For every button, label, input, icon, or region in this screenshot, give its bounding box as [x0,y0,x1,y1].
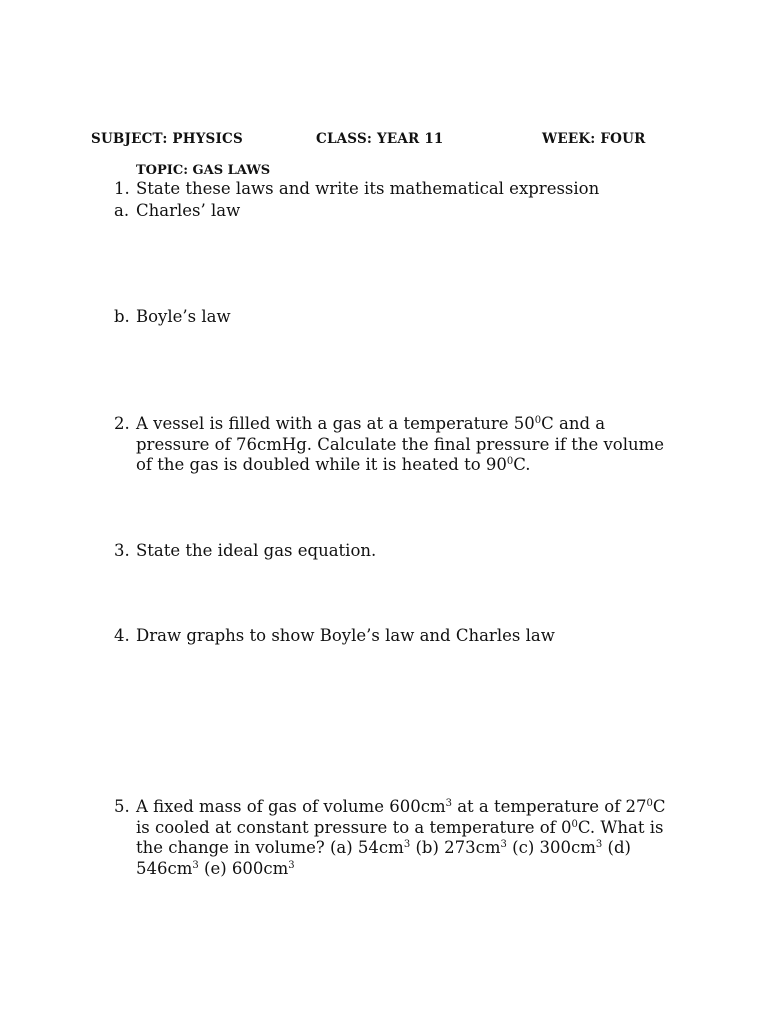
part-b-label: b. [114,307,130,326]
question-2-number: 2. [114,414,130,433]
part-a-label: a. [114,201,130,220]
subject-label: SUBJECT: PHYSICS [91,131,243,147]
question-1-text: State these laws and write its mathematical expression [136,179,600,198]
question-5-number: 5. [114,797,130,816]
question-4-text: Draw graphs to show Boyle’s law and Charles law [136,626,555,645]
part-a-text: Charles’ law [136,201,241,220]
question-2-text: A vessel is filled with a gas at a temperature $50^0C$ and a pressure of 76cmHg. Calculate the final pressure if the volume of the gas is doubled while it is heated to $90^0C$. [136,414,665,474]
question-1-number: 1. [114,179,130,198]
question-3-number: 3. [114,541,130,560]
week-label: WEEK: FOUR [542,131,646,147]
topic-heading: TOPIC: GAS LAWS [136,163,271,178]
question-4-number: 4. [114,626,130,645]
question-5-text: A fixed mass of gas of volume $600cm^3$ at a temperature of $27^0C$ is cooled at constant pressure to a temperature of $0^0C$. What is the change in volume? (a) $54cm^3$ (b) $273cm^3$ (c) $300cm^3$ (d) $546cm^3$ (e) $600cm^3$ [136,797,666,878]
part-b-text: Boyle’s law [136,307,231,326]
class-label: CLASS: YEAR 11 [316,131,444,147]
question-3-text: State the ideal gas equation. [136,541,377,560]
